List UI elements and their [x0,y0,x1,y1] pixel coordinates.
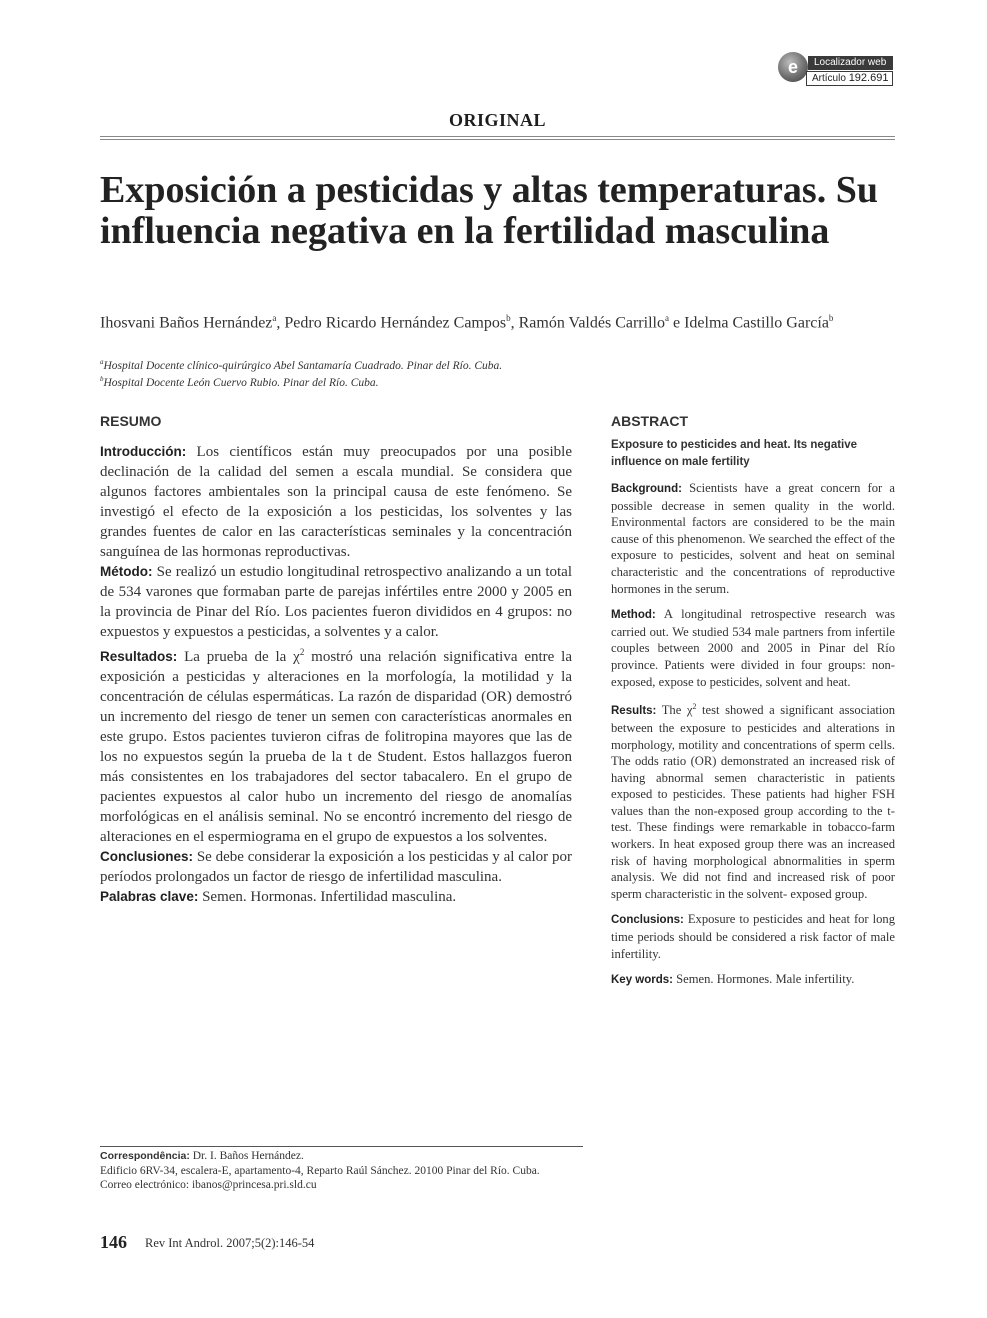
conclusions-text: Exposure to pesticides and heat for long time periods should be considered a risk factor of male infertility. [611,912,895,961]
correspondence-label: Correspondência: [100,1150,190,1162]
correspondence-email: Correo electrónico: ibanos@princesa.pri.sld.cu [100,1179,317,1191]
intro-label: Introducción: [100,444,187,459]
intro-text: Los científicos están muy preocupados por una posible declinación de la calidad del semen a escala mundial. Se considera que algunos factores ambientales son la principal causa de este fenómeno. Se investigó el efecto de la exposición a los pesticidas, los solventes y las grandes fuentes de calor en las características seminales y la concentración sanguínea de las hormonas reproductivas. [100,444,572,560]
article-number: 192.691 [848,72,889,84]
author-separator: e [668,314,685,332]
results-label: Results: [611,705,657,718]
header-rule-secondary [100,139,895,140]
resumo-heading: RESUMO [100,413,162,429]
method-label: Método: [100,564,153,579]
author-separator: , [276,314,285,332]
web-locator-label: Localizador web [808,56,893,70]
resumo-body [100,442,572,907]
affiliation-mark: a [100,358,104,366]
results-text-cont: mostró una relación significativa entre la exposición a pesticidas y alteraciones en la morfología, la motilidad y la concentración de células espermáticas. La razón de disparidad (OR) demostró un incremento del riesgo de tener un semen con características anormales en este grupo. Estos pacientes tuvieron cifras de folitropina mayores que las de los no expuestos según la prueba de la t de Student. Estos hallazgos fueron más consistentes en los trabajadores del sector tabacalero. En el grupo de pacientes expuestos al calor hubo un incremento del riesgo de anomalías morfológicas en el análisis seminal. No se encontró incremento del riesgo de alteraciones en el espermiograma en el grupo de expuestos a los solventes. [100,649,572,845]
author-name: Idelma Castillo García [684,314,829,332]
background-text: Scientists have a great concern for a possible decrease in semen quality in the world. Environmental factors are considered to be the main cause of this phenomenon. We searched the effect of the exposure to pesticides, solvent and heat on seminal characteristic and the concentrations of reproductive hormones in the serum. [611,481,895,596]
header-rule [100,136,895,137]
resumo-results [100,642,572,847]
author-affiliation-mark: a [272,313,277,323]
abstract-results [611,699,895,902]
web-locator-badge [778,52,893,90]
abstract-conclusions [611,911,895,962]
web-locator-logo-icon: e [778,52,808,82]
article-title: Exposición a pesticidas y altas temperaturas. Su influencia negativa en la fertilidad masculina [100,169,878,252]
journal-reference: Rev Int Androl. 2007;5(2):146-54 [145,1236,315,1250]
abstract-body [611,437,895,998]
author-name: Ramón Valdés Carrillo [518,314,665,332]
results-text: La prueba de la [177,649,294,665]
background-label: Background: [611,483,682,495]
affiliation-mark: b [100,374,104,383]
method-label: Method: [611,609,656,622]
author-name: Pedro Ricardo Hernández Campos [284,314,507,332]
affiliation-text: Hospital Docente clínico-quirúrgico Abel Santamaría Cuadrado. Pinar del Río. Cuba. [103,359,503,372]
author-affiliation-mark: a [664,313,669,323]
abstract-heading: ABSTRACT [611,413,688,429]
keywords-text: Semen. Hormones. Male infertility. [673,972,855,987]
resumo-method [100,562,572,642]
author-name: Ihosvani Baños Hernández [100,314,273,332]
conclusions-text: Se debe considerar la exposición a los pesticidas y al calor por períodos prolongados un factor de riesgo de infertilidad masculina. [100,849,572,885]
affiliation-line [100,356,880,373]
affiliation-line [100,373,880,390]
keywords-label: Key words: [611,974,673,987]
method-text: Se realizó un estudio longitudinal retrospectivo analizando a un total de 534 varones que formaban parte de parejas infértiles entre 2000 y 2005 en la provincia de Pinar del Río. Los pacientes fueron divididos en 4 grupos: no expuestos y expuestos a pesticidas, a solventes y a calor. [100,564,572,640]
correspondence-footnote [100,1149,700,1193]
results-label: Resultados: [100,649,178,664]
correspondence-line [100,1149,700,1164]
chi-symbol: χ [293,649,300,665]
abstract-keywords [611,971,895,989]
keywords-text: Semen. Hormonas. Infertilidad masculina. [198,889,457,905]
abstract-background [611,480,895,597]
author-separator: , [510,314,519,332]
abstract-method [611,606,895,690]
resumo-keywords [100,887,572,907]
affiliation-text: Hospital Docente León Cuervo Rubio. Pinar del Río. Cuba. [103,376,379,389]
keywords-label: Palabras clave: [100,889,199,904]
method-text: A longitudinal retrospective research was carried out. We studied 534 male partners from infertile couples between 2000 and 2005 in Pinar del Río province. Patients were divided in four groups: non-exposed, expose to pesticides, solvent and heat. [611,607,895,689]
article-label: Artículo [812,73,846,84]
results-text-cont: test showed a significant association between the exposure to pesticides and alterations in morphology, motility and concentrations of sperm cells. The odds ratio (OR) demonstrated an increased risk of having abnormal semen characteristic in patients exposed to pesticides. These patients had higher FSH values than the non-exposed group according to the t-test. These findings were remarkable in tobacco-farm workers. In heat exposed group there was an increased risk of having morphological abnormalities in sperm analysis. We did not find and increased risk of poor sperm characteristic in the solvent- exposed group. [611,703,895,901]
conclusions-label: Conclusions: [611,914,684,927]
resumo-conclusions [100,847,572,887]
page-number: 146 [100,1232,127,1252]
correspondence-name: Dr. I. Baños Hernández. [189,1150,304,1162]
author-affiliation-mark: b [828,313,834,323]
affiliations [100,356,880,390]
chi-superscript: 2 [692,702,697,712]
author-list [100,308,890,333]
footnote-rule [100,1146,583,1147]
results-text: The [656,703,687,718]
english-title: Exposure to pesticides and heat. Its negative influence on male fertility [611,439,858,468]
resumo-introduction [100,442,572,562]
section-label: ORIGINAL [448,110,546,130]
article-number-box [806,71,893,86]
author-affiliation-mark: b [506,313,511,323]
correspondence-address: Edificio 6RV-34, escalera-E, apartamento-4, Reparto Raúl Sánchez. 20100 Pinar del Río. Cuba. [100,1164,540,1177]
chi-symbol: χ [686,703,693,718]
conclusions-label: Conclusiones: [100,849,194,864]
chi-superscript: 2 [299,647,305,657]
